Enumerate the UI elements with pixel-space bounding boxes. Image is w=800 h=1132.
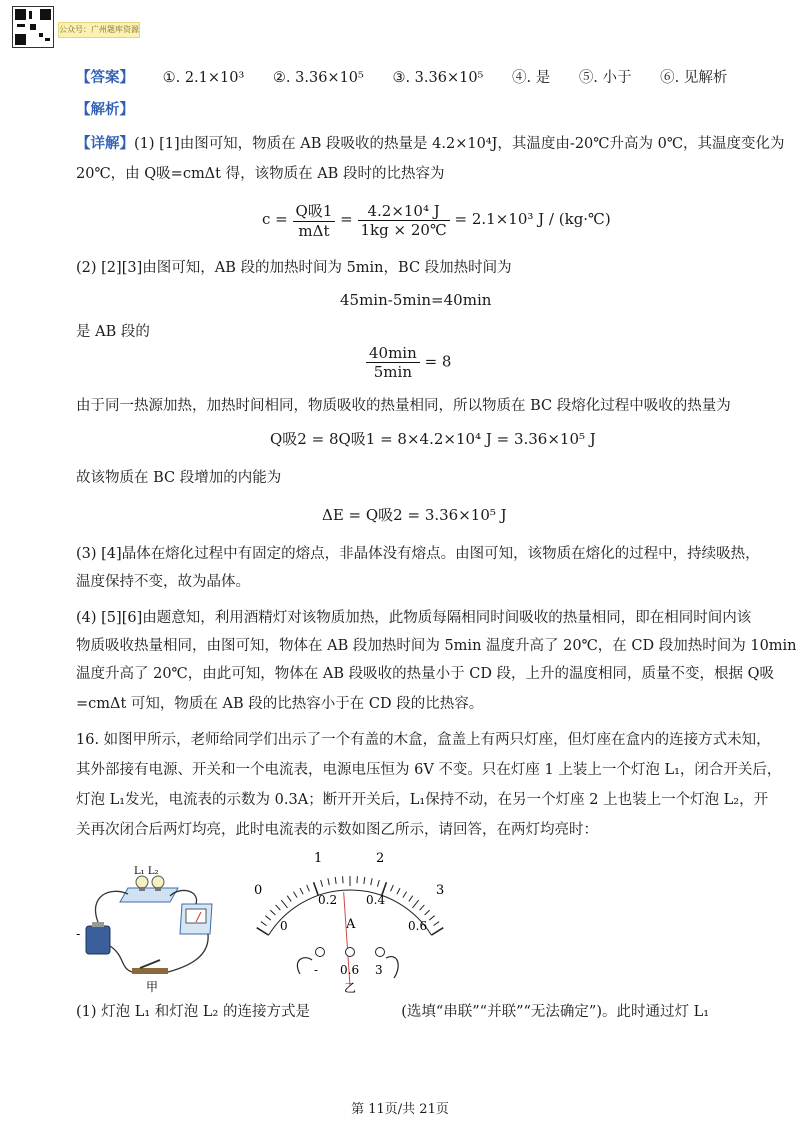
energy-equation: ΔE = Q吸2 = 3.36×10⁵ J [322,506,507,524]
dial-tick [328,878,329,885]
dial-tick [300,888,303,894]
dial-tick [433,922,439,926]
dial-tick [420,905,425,910]
dial-tick [270,910,275,915]
specific-heat-equation: c = $\frac{\text{Q吸1}}{\text{mΔt}}$ = $\frac{\text{4.2×10⁴ J}}{1kg \times 20℃}$ = 2.1×10³ J / (kg·℃) [262,201,611,240]
eq-rhs: = 8 [424,352,452,371]
dial-tick [371,878,372,885]
dial-tick [257,928,269,935]
lamp-labels: L₁ L₂ [134,866,159,877]
answer-item: ⑤. 小于 [578,70,632,86]
dial-tick [293,892,297,898]
dial-tick [431,928,443,935]
frac-num: Q吸1 [293,200,336,222]
part1-text: (1) [1]由图可知，物质在 AB 段吸收的热量是 4.2×10⁴J，其温度由-20℃升高为 0℃，其温度变化为 [134,136,785,152]
terminal-icon [376,948,385,957]
answer-item: ③. 3.36×10⁵ [392,70,484,86]
ratio-fraction [366,344,420,381]
q16-line4: 关再次闭合后两灯均亮，此时电流表的示数如图乙所示，请回答，在两灯均亮时： [76,822,598,838]
terminal-icon [316,948,325,957]
part3-line1: (3) [4]晶体在熔化过程中有固定的熔点，非晶体没有熔点。由图可知，该物质在熔化的过程中，持续吸热， [76,546,760,562]
eq-lhs: c = [262,210,288,228]
answer-item: ①. 2.1×10³ [162,70,245,86]
inner-tick-label: 0.4 [366,893,386,907]
analysis-label: 【解析】 [76,101,134,118]
answer-item: ②. 3.36×10⁵ [272,70,364,86]
ratio-equation [366,344,451,381]
switch-icon [132,968,168,974]
frac-den: 5min [373,363,412,381]
dial-tick [321,880,323,887]
q16-sub1 [76,1002,709,1022]
inner-tick-label: 0.2 [318,893,338,907]
frac-den: 1kg × 20℃ [360,220,447,239]
dial-tick [391,885,394,891]
part4-line2: 物质吸收热量相同，由图可知，物体在 AB 段加热时间为 5min 温度升高了 20℃，在 CD 段加热时间为 10min [76,638,797,654]
part4-line4: =cmΔt 可知，物质在 AB 段的比热容小于在 CD 段的比热容。 [76,696,484,712]
q16-line2: 其外部接有电源、开关和一个电流表，电源电压恒为 6V 不变。只在灯座 1 上装上一个灯泡 L₁，闭合开关后， [76,762,782,778]
bulb-l2-icon [152,876,164,888]
answer-item: ④. 是 [511,70,551,86]
figure-b-caption: 乙 [344,981,357,994]
unit-label: A [346,917,356,932]
dial-tick [403,892,407,898]
q16-line1: 16. 如图甲所示，老师给同学们出示了一个有盖的木盒，盒盖上有两只灯座，但灯座在盒内的连接方式未知， [76,732,771,748]
part2-line3: 由于同一热源加热，加热时间相同，物质吸收的热量相同，所以物质在 BC 段熔化过程中吸收的热量为 [76,398,731,414]
terminal-label: 3 [375,963,383,977]
part1-line2: 20℃，由 Q吸=cmΔt 得，该物质在 AB 段时的比热容为 [76,166,445,182]
ammeter-dial-figure [242,848,462,994]
q16-line3: 灯泡 L₁发光，电流表的示数为 0.3A；断开开关后，L₁保持不动，在另一个灯座 2 上也装上一个灯泡 L₂，开 [76,792,769,808]
dial-tick [409,896,413,902]
svg-text:-: - [76,927,81,941]
dial-tick [261,922,267,926]
part2-line4: 故该物质在 BC 段增加的内能为 [76,470,282,486]
q16-sub1-hint: (选填“串联”“并联”“无法确定”)。此时通过灯 L₁ [401,1004,710,1020]
outer-tick-label: 1 [314,851,323,866]
answer-item: ⑥. 见解析 [660,70,728,86]
heat-equation: Q吸2 = 8Q吸1 = 8×4.2×10⁴ J = 3.36×10⁵ J [270,430,596,448]
dial-tick [281,900,287,908]
answer-line [76,68,727,88]
outer-tick-label: 3 [436,883,445,898]
dial-tick [335,877,336,884]
dial-tick [412,900,418,908]
fraction-2 [358,202,450,239]
frac-num: 4.2×10⁴ J [358,202,450,221]
lamp-board [120,888,178,902]
dial-tick [307,885,310,891]
frac-den: mΔt [298,222,330,240]
part2-line2: 是 AB 段的 [76,324,150,340]
part1-line1 [76,134,785,154]
part4-line1: (4) [5][6]由题意知，利用酒精灯对该物质加热，此物质每隔相同时间吸收的热量相同，即在相同时间内该 [76,610,752,626]
terminal-label: 0.6 [340,963,360,977]
dial-tick [397,888,400,894]
fraction-1 [293,200,336,240]
battery-icon [86,926,110,954]
dial-tick [377,880,379,887]
outer-tick-label: 2 [376,851,385,866]
part2-line1: (2) [2][3]由图可知，AB 段的加热时间为 5min，BC 段加热时间为 [76,260,512,276]
time-equation: 45min-5min=40min [340,291,492,309]
q16-sub1-text: (1) 灯泡 L₁ 和灯泡 L₂ 的连接方式是 [76,1004,310,1020]
terminal-icon [346,948,355,957]
part4-line3: 温度升高了 20℃，由此可知，物体在 AB 段吸收的热量小于 CD 段，上升的温度相同，质量不变，根据 Q吸 [76,666,775,682]
page-footer: 第 11页/共 21页 [351,1102,449,1117]
inner-tick-label: 0.6 [408,919,428,933]
frac-num: 40min [366,344,420,363]
bulb-l1-icon [136,876,148,888]
dial-tick [287,896,291,902]
dial-tick [429,916,434,920]
dial-tick [425,910,430,915]
dial-tick [276,905,281,910]
circuit-figure [70,856,240,996]
figure-a-caption: 甲 [146,980,159,994]
qr-code [12,6,54,48]
answer-label: 【答案】 [76,69,134,86]
outer-tick-label: 0 [254,883,263,898]
part3-line2: 温度保持不变，故为晶体。 [76,574,250,590]
dial-tick [265,916,270,920]
dial-tick [364,877,365,884]
terminal-label: - [314,963,319,977]
detail-label: 【详解】 [76,135,134,152]
inner-tick-label: 0 [280,919,288,933]
eq-rhs: = 2.1×10³ J / (kg·℃) [454,210,611,228]
header-banner: 公众号：广州题库资源 [58,22,140,38]
